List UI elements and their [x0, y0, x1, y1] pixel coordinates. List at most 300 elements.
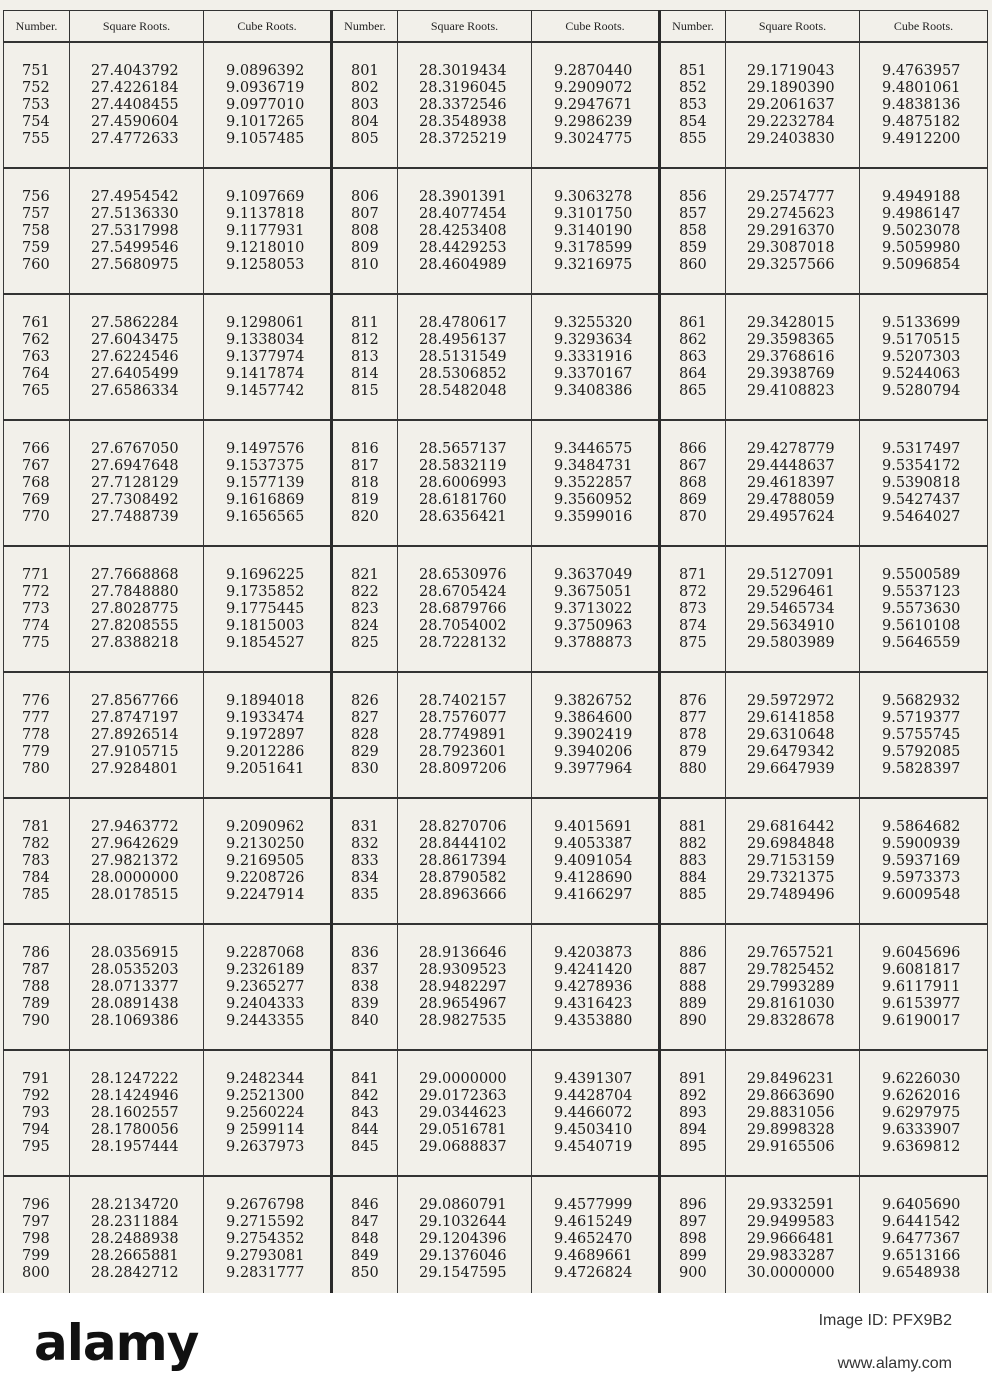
cube-root-value: 9.1933474: [226, 709, 305, 726]
cube-root-value: 9.1097669: [226, 188, 305, 205]
number-value: 870: [679, 508, 707, 525]
number-cell: [4, 42, 70, 168]
square-root-value: 28.5657137: [419, 440, 507, 457]
cube-root-value: 9.5280794: [882, 382, 961, 399]
number-cell: [4, 294, 70, 420]
cube-root-value: 9.2909072: [554, 79, 633, 96]
table-row-group: [4, 42, 988, 168]
number-value: 896: [679, 1196, 707, 1213]
square-root-value: 28.5482048: [419, 382, 507, 399]
number-cell: [660, 294, 726, 420]
square-root-value: 28.7576077: [419, 709, 507, 726]
square-root-value: 28.1602557: [91, 1104, 179, 1121]
cube-root-value: 9.6190017: [882, 1012, 961, 1029]
square-root-value: 28.6006993: [419, 474, 507, 491]
cube-root-value: 9.5864682: [882, 818, 961, 835]
cube-root-value: 9.5464027: [882, 508, 961, 525]
number-cell: [332, 42, 398, 168]
cube-root-cell: [532, 924, 660, 1050]
number-value: 771: [22, 566, 50, 583]
square-root-cell: [70, 294, 204, 420]
cube-root-value: 9.5610108: [882, 617, 961, 634]
number-value: 787: [22, 961, 50, 978]
cube-root-value: 9.4241420: [554, 961, 633, 978]
square-root-value: 28.2488938: [91, 1230, 179, 1247]
number-value: 754: [22, 113, 50, 130]
cube-root-value: 9.2012286: [226, 743, 305, 760]
square-root-cell: [70, 42, 204, 168]
square-root-value: 29.9833287: [747, 1247, 835, 1264]
square-root-cell: [726, 798, 860, 924]
number-value: 797: [22, 1213, 50, 1230]
cube-root-cell: [532, 420, 660, 546]
square-root-value: 29.0860791: [419, 1196, 507, 1213]
number-value: 763: [22, 348, 50, 365]
number-value: 827: [351, 709, 379, 726]
number-value: 761: [22, 314, 50, 331]
number-value: 764: [22, 365, 50, 382]
number-value: 808: [351, 222, 379, 239]
square-root-value: 29.7657521: [747, 944, 835, 961]
square-root-cell: [70, 672, 204, 798]
cube-root-cell: [204, 42, 332, 168]
number-cell: [660, 546, 726, 672]
cube-root-value: 9.1854527: [226, 634, 305, 651]
number-value: 836: [351, 944, 379, 961]
square-root-value: 28.7054002: [419, 617, 507, 634]
cube-root-value: 9.2051641: [226, 760, 305, 777]
cube-root-cell: [860, 42, 988, 168]
number-value: 834: [351, 869, 379, 886]
number-value: 864: [679, 365, 707, 382]
number-value: 854: [679, 113, 707, 130]
cube-root-value: 9.3178599: [554, 239, 633, 256]
number-value: 866: [679, 440, 707, 457]
number-value: 877: [679, 709, 707, 726]
cube-root-cell: [204, 294, 332, 420]
cube-root-value: 9.5427437: [882, 491, 961, 508]
cube-root-value: 9.3864600: [554, 709, 633, 726]
square-root-value: 29.4618397: [747, 474, 835, 491]
square-root-value: 27.6767050: [91, 440, 179, 457]
square-root-cell: [398, 546, 532, 672]
square-root-value: 28.4956137: [419, 331, 507, 348]
number-value: 817: [351, 457, 379, 474]
cube-root-cell: [860, 1050, 988, 1176]
square-root-value: 29.7321375: [747, 869, 835, 886]
cube-root-value: 9.5828397: [882, 760, 961, 777]
number-value: 884: [679, 869, 707, 886]
cube-root-value: 9.2947671: [554, 96, 633, 113]
cube-root-value: 9.3331916: [554, 348, 633, 365]
cube-root-value: 9.6009548: [882, 886, 961, 903]
square-root-cell: [398, 42, 532, 168]
number-value: 805: [351, 130, 379, 147]
cube-root-value: 9.3370167: [554, 365, 633, 382]
number-value: 833: [351, 852, 379, 869]
square-root-value: 29.2403830: [747, 130, 835, 147]
cube-root-cell: [204, 1050, 332, 1176]
square-root-cell: [398, 672, 532, 798]
square-root-value: 29.1032644: [419, 1213, 507, 1230]
cube-root-value: 9.3140190: [554, 222, 633, 239]
square-root-value: 29.0344623: [419, 1104, 507, 1121]
cube-root-value: 9.1656565: [226, 508, 305, 525]
number-value: 853: [679, 96, 707, 113]
table-row-group: [4, 420, 988, 546]
cube-root-value: 9.2443355: [226, 1012, 305, 1029]
cube-root-value: 9.1258053: [226, 256, 305, 273]
number-value: 804: [351, 113, 379, 130]
number-value: 897: [679, 1213, 707, 1230]
cube-root-value: 9.5937169: [882, 852, 961, 869]
number-cell: [332, 168, 398, 294]
square-root-cell: [726, 546, 860, 672]
cube-root-value: 9.3637049: [554, 566, 633, 583]
square-root-value: 28.0891438: [91, 995, 179, 1012]
number-cell: [4, 672, 70, 798]
cube-root-value: 9.4986147: [882, 205, 961, 222]
square-root-cell: [726, 168, 860, 294]
cube-root-value: 9.5900939: [882, 835, 961, 852]
number-value: 874: [679, 617, 707, 634]
number-value: 863: [679, 348, 707, 365]
square-root-value: 28.9827535: [419, 1012, 507, 1029]
square-root-value: 29.5127091: [747, 566, 835, 583]
square-root-value: 29.3087018: [747, 239, 835, 256]
cube-root-cell: [532, 546, 660, 672]
square-root-value: 27.9821372: [91, 852, 179, 869]
number-value: 811: [351, 314, 379, 331]
cube-root-value: 9.5537123: [882, 583, 961, 600]
square-root-value: 28.4604989: [419, 256, 507, 273]
cube-root-value: 9.6081817: [882, 961, 961, 978]
square-root-value: 27.6405499: [91, 365, 179, 382]
cube-root-value: 9.3713022: [554, 600, 633, 617]
square-root-value: 28.0000000: [91, 869, 179, 886]
cube-root-value: 9.1497576: [226, 440, 305, 457]
square-root-value: 28.6530976: [419, 566, 507, 583]
square-root-value: 27.8028775: [91, 600, 179, 617]
number-value: 860: [679, 256, 707, 273]
number-value: 774: [22, 617, 50, 634]
number-value: 810: [351, 256, 379, 273]
number-value: 856: [679, 188, 707, 205]
cube-root-value: 9.3446575: [554, 440, 633, 457]
cube-root-cell: [532, 1176, 660, 1302]
number-value: 857: [679, 205, 707, 222]
cube-root-value: 9.5573630: [882, 600, 961, 617]
cube-root-cell: [204, 168, 332, 294]
cube-root-value: 9.3560952: [554, 491, 633, 508]
cube-root-value: 9.4801061: [882, 79, 961, 96]
square-root-value: 28.4780617: [419, 314, 507, 331]
number-value: 767: [22, 457, 50, 474]
number-value: 773: [22, 600, 50, 617]
table-row-group: [4, 1050, 988, 1176]
square-root-cell: [726, 1176, 860, 1302]
square-root-value: 28.4253408: [419, 222, 507, 239]
square-root-value: 28.8963666: [419, 886, 507, 903]
square-root-value: 29.5296461: [747, 583, 835, 600]
number-value: 772: [22, 583, 50, 600]
number-value: 768: [22, 474, 50, 491]
cube-root-cell: [532, 168, 660, 294]
header-number: Number.: [660, 11, 726, 43]
square-root-value: 27.4954542: [91, 188, 179, 205]
number-value: 790: [22, 1012, 50, 1029]
square-root-cell: [398, 168, 532, 294]
square-root-value: 27.7488739: [91, 508, 179, 525]
number-value: 756: [22, 188, 50, 205]
square-root-value: 27.4772633: [91, 130, 179, 147]
number-value: 769: [22, 491, 50, 508]
cube-root-value: 9.4166297: [554, 886, 633, 903]
number-value: 852: [679, 79, 707, 96]
cube-root-value: 9.1775445: [226, 600, 305, 617]
number-value: 850: [351, 1264, 379, 1281]
square-root-cell: [70, 168, 204, 294]
number-cell: [4, 924, 70, 1050]
square-root-value: 30.0000000: [747, 1264, 835, 1281]
cube-root-value: 9.4053387: [554, 835, 633, 852]
square-root-value: 29.1719043: [747, 62, 835, 79]
table-body: [4, 42, 988, 1302]
number-value: 891: [679, 1070, 707, 1087]
square-root-value: 29.3257566: [747, 256, 835, 273]
number-value: 822: [351, 583, 379, 600]
square-root-value: 28.3901391: [419, 188, 507, 205]
square-root-cell: [70, 798, 204, 924]
header-square-roots: Square Roots.: [726, 11, 860, 43]
square-root-value: 28.0356915: [91, 944, 179, 961]
number-value: 757: [22, 205, 50, 222]
square-root-value: 27.6224546: [91, 348, 179, 365]
cube-root-cell: [204, 546, 332, 672]
number-value: 873: [679, 600, 707, 617]
square-root-value: 29.5465734: [747, 600, 835, 617]
number-value: 882: [679, 835, 707, 852]
square-root-cell: [398, 294, 532, 420]
cube-root-value: 9.4428704: [554, 1087, 633, 1104]
image-id: Image ID: PFX9B2: [818, 1312, 952, 1329]
table-row-group: [4, 672, 988, 798]
cube-root-value: 9.3940206: [554, 743, 633, 760]
number-value: 788: [22, 978, 50, 995]
cube-root-cell: [532, 1050, 660, 1176]
cube-root-value: 9.5755745: [882, 726, 961, 743]
square-root-value: 28.6356421: [419, 508, 507, 525]
square-root-value: 29.1547595: [419, 1264, 507, 1281]
number-value: 899: [679, 1247, 707, 1264]
number-value: 752: [22, 79, 50, 96]
cube-root-value: 9.4875182: [882, 113, 961, 130]
number-value: 781: [22, 818, 50, 835]
cube-root-value: 9.3788873: [554, 634, 633, 651]
number-value: 876: [679, 692, 707, 709]
square-root-value: 28.7923601: [419, 743, 507, 760]
number-value: 849: [351, 1247, 379, 1264]
square-root-value: 27.4043792: [91, 62, 179, 79]
square-root-value: 27.7848880: [91, 583, 179, 600]
cube-root-value: 9.4615249: [554, 1213, 633, 1230]
table-row-group: [4, 546, 988, 672]
cube-root-value: 9.4763957: [882, 62, 961, 79]
table-row-group: [4, 168, 988, 294]
header-square-roots: Square Roots.: [70, 11, 204, 43]
header-number: Number.: [332, 11, 398, 43]
cube-root-value: 9.2208726: [226, 869, 305, 886]
number-cell: [660, 1050, 726, 1176]
square-root-value: 28.3548938: [419, 113, 507, 130]
number-value: 798: [22, 1230, 50, 1247]
square-root-value: 29.5634910: [747, 617, 835, 634]
number-value: 875: [679, 634, 707, 651]
number-value: 844: [351, 1121, 379, 1138]
cube-root-value: 9.1696225: [226, 566, 305, 583]
cube-root-value: 9.1177931: [226, 222, 305, 239]
square-root-value: 29.1890390: [747, 79, 835, 96]
number-value: 803: [351, 96, 379, 113]
number-cell: [660, 420, 726, 546]
number-value: 789: [22, 995, 50, 1012]
number-value: 793: [22, 1104, 50, 1121]
square-root-value: 27.7128129: [91, 474, 179, 491]
cube-root-value: 9.3902419: [554, 726, 633, 743]
number-value: 818: [351, 474, 379, 491]
square-root-value: 29.6984848: [747, 835, 835, 852]
table-row-group: [4, 924, 988, 1050]
square-root-value: 28.3019434: [419, 62, 507, 79]
number-value: 858: [679, 222, 707, 239]
cube-root-value: 9.1417874: [226, 365, 305, 382]
cube-root-value: 9.2130250: [226, 835, 305, 852]
number-value: 776: [22, 692, 50, 709]
square-root-value: 29.8496231: [747, 1070, 835, 1087]
square-root-value: 28.4429253: [419, 239, 507, 256]
cube-root-value: 9.3255320: [554, 314, 633, 331]
number-value: 900: [679, 1264, 707, 1281]
square-root-value: 29.2061637: [747, 96, 835, 113]
number-cell: [660, 798, 726, 924]
square-root-value: 28.2134720: [91, 1196, 179, 1213]
cube-root-cell: [204, 1176, 332, 1302]
number-value: 878: [679, 726, 707, 743]
number-value: 759: [22, 239, 50, 256]
header-square-roots: Square Roots.: [398, 11, 532, 43]
cube-root-cell: [204, 672, 332, 798]
cube-root-value: 9.6548938: [882, 1264, 961, 1281]
number-value: 799: [22, 1247, 50, 1264]
square-root-value: 29.8663690: [747, 1087, 835, 1104]
square-root-cell: [398, 420, 532, 546]
cube-root-value: 9.6117911: [882, 978, 961, 995]
number-value: 777: [22, 709, 50, 726]
square-root-value: 28.8097206: [419, 760, 507, 777]
square-root-value: 28.7228132: [419, 634, 507, 651]
square-root-value: 27.7308492: [91, 491, 179, 508]
cube-root-value: 9.2715592: [226, 1213, 305, 1230]
cube-root-value: 9 2599114: [226, 1121, 305, 1138]
number-value: 881: [679, 818, 707, 835]
cube-root-value: 9.5973373: [882, 869, 961, 886]
square-root-value: 29.6816442: [747, 818, 835, 835]
number-value: 842: [351, 1087, 379, 1104]
roots-table: [3, 10, 988, 1303]
number-value: 802: [351, 79, 379, 96]
number-value: 855: [679, 130, 707, 147]
square-root-value: 28.8617394: [419, 852, 507, 869]
cube-root-cell: [860, 1176, 988, 1302]
square-root-value: 27.4408455: [91, 96, 179, 113]
number-value: 862: [679, 331, 707, 348]
cube-root-value: 9.2287068: [226, 944, 305, 961]
square-root-value: 29.9499583: [747, 1213, 835, 1230]
cube-root-value: 9.3063278: [554, 188, 633, 205]
square-root-value: 28.9136646: [419, 944, 507, 961]
square-root-value: 28.1247222: [91, 1070, 179, 1087]
number-cell: [4, 798, 70, 924]
cube-root-value: 9.1616869: [226, 491, 305, 508]
square-root-value: 28.8444102: [419, 835, 507, 852]
number-value: 755: [22, 130, 50, 147]
header-cube-roots: Cube Roots.: [532, 11, 660, 43]
number-value: 894: [679, 1121, 707, 1138]
cube-root-cell: [204, 420, 332, 546]
cube-root-value: 9.1377974: [226, 348, 305, 365]
square-root-value: 29.7489496: [747, 886, 835, 903]
number-value: 883: [679, 852, 707, 869]
cube-root-value: 9.4015691: [554, 818, 633, 835]
square-root-value: 29.3768616: [747, 348, 835, 365]
cube-root-cell: [860, 546, 988, 672]
cube-root-value: 9.5646559: [882, 634, 961, 651]
square-root-value: 27.8388218: [91, 634, 179, 651]
number-value: 859: [679, 239, 707, 256]
number-value: 843: [351, 1104, 379, 1121]
number-value: 889: [679, 995, 707, 1012]
square-root-value: 28.2842712: [91, 1264, 179, 1281]
square-root-value: 27.9463772: [91, 818, 179, 835]
number-value: 847: [351, 1213, 379, 1230]
square-root-value: 27.9284801: [91, 760, 179, 777]
square-root-value: 28.0713377: [91, 978, 179, 995]
number-value: 826: [351, 692, 379, 709]
square-root-value: 27.6947648: [91, 457, 179, 474]
number-value: 825: [351, 634, 379, 651]
cube-root-value: 9.6262016: [882, 1087, 961, 1104]
square-root-value: 29.8831056: [747, 1104, 835, 1121]
square-root-value: 28.3372546: [419, 96, 507, 113]
number-value: 880: [679, 760, 707, 777]
square-root-value: 27.8926514: [91, 726, 179, 743]
cube-root-value: 9.1218010: [226, 239, 305, 256]
cube-root-value: 9.3977964: [554, 760, 633, 777]
cube-root-value: 9.6369812: [882, 1138, 961, 1155]
square-root-value: 29.7153159: [747, 852, 835, 869]
square-root-value: 28.3725219: [419, 130, 507, 147]
square-root-value: 29.7825452: [747, 961, 835, 978]
square-root-value: 29.6479342: [747, 743, 835, 760]
cube-root-value: 9.5207303: [882, 348, 961, 365]
number-value: 780: [22, 760, 50, 777]
number-value: 886: [679, 944, 707, 961]
number-value: 796: [22, 1196, 50, 1213]
table-row-group: [4, 1176, 988, 1302]
cube-root-value: 9.2831777: [226, 1264, 305, 1281]
cube-root-value: 9.5096854: [882, 256, 961, 273]
cube-root-value: 9.4540719: [554, 1138, 633, 1155]
